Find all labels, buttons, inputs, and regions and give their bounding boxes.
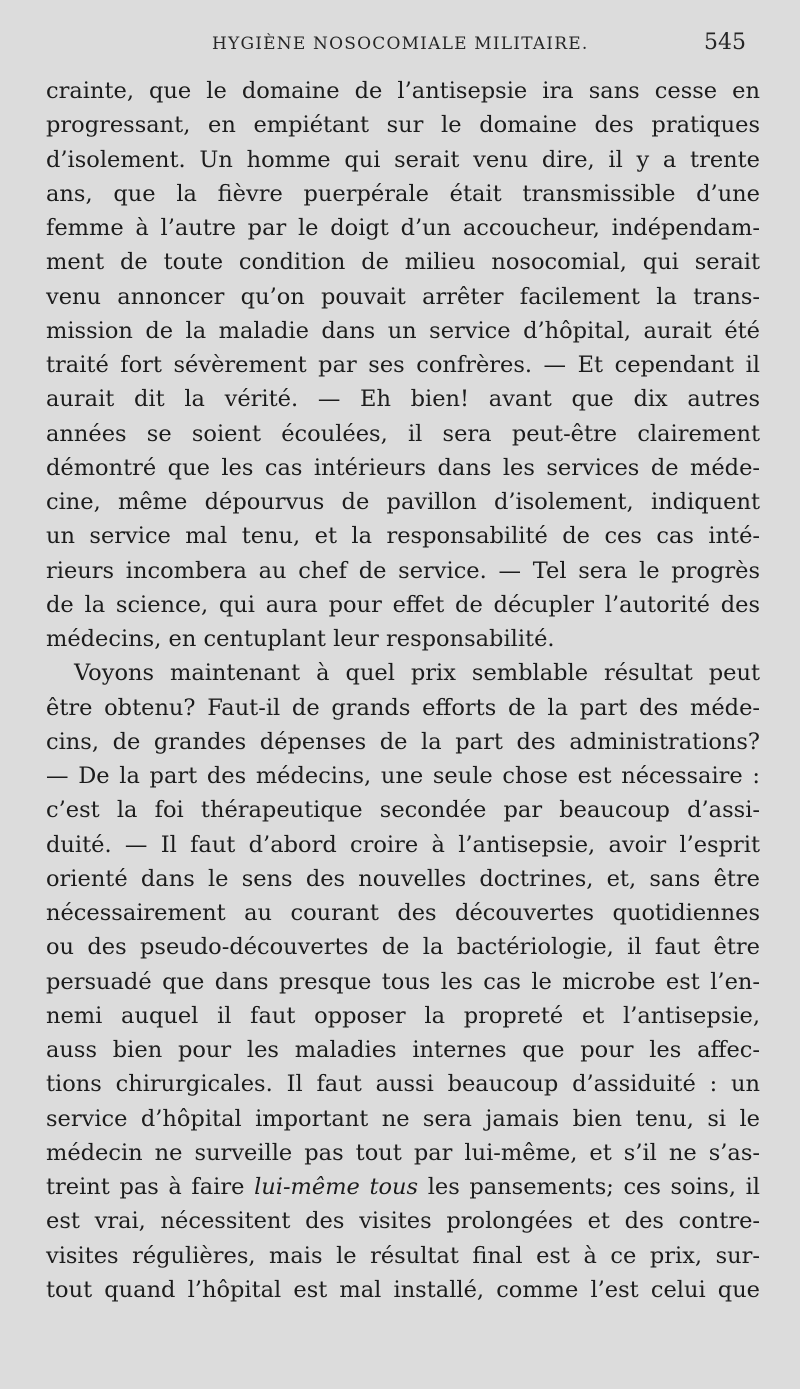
text-line: être obtenu? Faut-il de grands efforts de la part des méde-: [46, 694, 760, 721]
text-line: aurait dit la vérité. — Eh bien! avant que dix autres: [46, 386, 760, 413]
text-line: tions chirurgicales. Il faut aussi beaucoup d’assiduité : un: [46, 1071, 760, 1098]
text-line: c’est la foi thérapeutique secondée par beaucoup d’assi-: [46, 797, 760, 824]
text-line: ou des pseudo-découvertes de la bactériologie, il faut être: [46, 934, 760, 961]
text-line: ans, que la fièvre puerpérale était transmissible d’une: [46, 180, 760, 207]
text-line: médecins, en centuplant leur responsabilité.: [46, 626, 555, 652]
text-line-with-italic: [46, 1170, 760, 1204]
text-line: orienté dans le sens des nouvelles doctrines, et, sans être: [46, 865, 760, 892]
text-line: persuadé que dans presque tous les cas le microbe est l’en-: [46, 968, 760, 995]
text-line: médecin ne surveille pas tout par lui-même, et s’il ne s’as-: [46, 1139, 760, 1166]
text-line: mission de la maladie dans un service d’hôpital, aurait été: [46, 317, 760, 344]
text-line: ment de toute condition de milieu nosocomial, qui serait: [46, 249, 760, 276]
text-line: progressant, en empiétant sur le domaine des pratiques: [46, 112, 760, 139]
text-line: crainte, que le domaine de l’antisepsie ira sans cesse en: [46, 78, 760, 104]
italic-emphasis: lui-même tous: [254, 1174, 419, 1200]
text-line: tout quand l’hôpital est mal installé, comme l’est celui que: [46, 1276, 760, 1303]
page-number: 545: [704, 30, 746, 55]
text-line: démontré que les cas intérieurs dans les services de méde-: [46, 454, 760, 481]
text-line: traité fort sévèrement par ses confrères. — Et cependant il: [46, 352, 760, 378]
text-line: un service mal tenu, et la responsabilité de ces cas inté-: [46, 523, 760, 550]
text-line: nemi auquel il faut opposer la propreté et l’antisepsie,: [46, 1002, 760, 1029]
body-text: [46, 74, 760, 1307]
text-line: femme à l’autre par le doigt d’un accoucheur, indépendam-: [46, 215, 760, 241]
text-line: d’isolement. Un homme qui serait venu dire, il y a trente: [46, 146, 760, 173]
text-line: cins, de grandes dépenses de la part des administrations?: [46, 728, 760, 755]
text-line: venu annoncer qu’on pouvait arrêter facilement la trans-: [46, 283, 760, 310]
text-line: de la science, qui aura pour effet de décupler l’autorité des: [46, 591, 760, 618]
running-title: HYGIÈNE NOSOCOMIALE MILITAIRE.: [212, 34, 589, 54]
page-header: [0, 30, 800, 62]
text-line: années se soient écoulées, il sera peut-être clairement: [46, 420, 760, 447]
text-segment: treint pas à faire: [46, 1174, 255, 1200]
text-line: service d’hôpital important ne sera jamais bien tenu, si le: [46, 1105, 760, 1132]
text-line: rieurs incombera au chef de service. — Tel sera le progrès: [46, 557, 760, 584]
text-line: cine, même dépourvus de pavillon d’isolement, indiquent: [46, 489, 760, 515]
text-line: Voyons maintenant à quel prix semblable résultat peut: [74, 660, 760, 687]
text-line: visites régulières, mais le résultat final est à ce prix, sur-: [46, 1242, 760, 1269]
text-line: est vrai, nécessitent des visites prolongées et des contre-: [46, 1208, 760, 1235]
text-line: nécessairement au courant des découvertes quotidiennes: [46, 900, 760, 926]
text-line: duité. — Il faut d’abord croire à l’antisepsie, avoir l’esprit: [46, 831, 760, 858]
text-segment: les pansements; ces soins, il: [418, 1174, 760, 1200]
text-line: auss bien pour les maladies internes que pour les affec-: [46, 1037, 760, 1063]
text-line: — De la part des médecins, une seule chose est nécessaire :: [46, 763, 760, 789]
